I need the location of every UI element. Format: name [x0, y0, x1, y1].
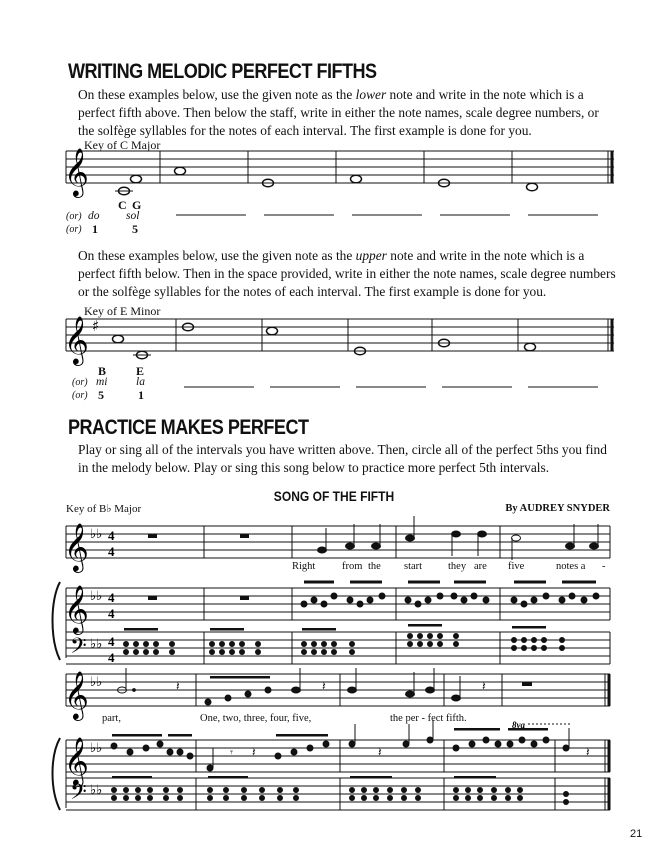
example-degree-1: 5 — [98, 388, 104, 402]
lyric: five — [508, 561, 525, 572]
lyric: the — [368, 561, 381, 572]
instructions-emphasis-lower: lower — [355, 87, 387, 102]
melody-notes-1 — [318, 516, 599, 560]
svg-text:𝄽: 𝄽 — [252, 745, 256, 759]
or-label: (or) — [66, 224, 82, 235]
time-sig-top: 4 — [108, 528, 115, 543]
note-exercise-3 — [351, 175, 362, 183]
instructions-text-b: note and write in the note which is a perfect fifth below. Then in the space provided, write in either the note names, scale degree numbers or the solfège syllables for the notes of each interval. The first example is done for you. — [78, 248, 616, 299]
composer-credit: By AUDREY SNYDER — [505, 503, 610, 514]
rests-rh-1 — [148, 596, 249, 600]
example-degree-2: 5 — [132, 222, 138, 236]
svg-text:𝄾: 𝄾 — [230, 747, 233, 759]
vocal-staff-1 — [66, 526, 610, 558]
lyric: start — [404, 561, 423, 572]
piano-brace — [53, 738, 61, 810]
note-g-answer — [131, 175, 142, 183]
flat-icon: ♭♭ — [90, 675, 103, 690]
or-label: (or) — [72, 390, 88, 401]
flat-icon: ♭♭ — [90, 589, 103, 604]
flat-icon: ♭♭ — [90, 741, 103, 756]
treble-clef-icon: 𝄞 — [64, 584, 89, 633]
page-number: 21 — [630, 828, 643, 840]
flat-icon: ♭♭ — [90, 637, 103, 652]
instructions-practice: Play or sing all of the intervals you have written above. Then, circle all of the perfect 5ths you find in the melody below. Play or sing this song below to practice more perfect 5th intervals. — [78, 442, 607, 475]
example-solfege-1: mi — [96, 376, 108, 388]
vocal-staff-2 — [66, 674, 610, 706]
treble-clef-icon: 𝄞 — [64, 736, 89, 785]
whole-notes-staff1 — [115, 167, 538, 195]
svg-text:𝄽: 𝄽 — [176, 679, 180, 693]
lyric: they — [448, 561, 467, 572]
treble-clef-icon: 𝄞 — [64, 522, 89, 571]
instructions-text-a: On these examples below, use the given note as the — [78, 248, 356, 263]
sharp-icon: ♯ — [92, 317, 100, 335]
note-exercise-5 — [527, 183, 538, 191]
ottava-mark: 8va — [512, 720, 525, 730]
svg-text:𝄽: 𝄽 — [586, 745, 590, 759]
time-sig-top: 4 — [108, 590, 115, 605]
svg-text:𝄽: 𝄽 — [378, 745, 382, 759]
flat-icon: ♭♭ — [90, 527, 103, 542]
example-note-name-1: C — [118, 198, 127, 212]
song-title-text: SONG OF THE FIFTH — [273, 488, 394, 504]
instructions-fifths-below — [78, 247, 618, 301]
rests-vocal-1 — [148, 534, 249, 538]
lyric: part, — [102, 713, 121, 724]
example-note-name-2: G — [132, 198, 142, 212]
section-title-writing-fifths: WRITING MELODIC PERFECT FIFTHS — [68, 60, 377, 83]
example-solfege-1: do — [88, 210, 100, 222]
example-degree-2: 1 — [138, 388, 144, 402]
or-label: (or) — [66, 211, 82, 222]
piano-lh-staff-2 — [66, 778, 610, 810]
key-label-c-major: Key of C Major — [84, 138, 161, 152]
example-solfege-2: sol — [126, 210, 140, 222]
lyric: Right — [292, 561, 316, 572]
instructions-emphasis-upper: upper — [355, 248, 387, 263]
lyric: One, two, three, four, five, — [200, 713, 312, 724]
instructions-text-a: On these examples below, use the given note as the — [78, 87, 356, 102]
lyric: from — [342, 561, 363, 572]
example-degree-1: 1 — [92, 222, 98, 236]
svg-text:𝄽: 𝄽 — [322, 679, 326, 693]
treble-clef-icon: 𝄞 — [64, 315, 89, 364]
lyric: are — [474, 561, 487, 572]
instructions-text-b: note and write in the note which is a perfect fifth above. Then below the staff, write in either the note names, scale degree numbers, or the solfège syllables for the notes of each interval. The first example is done for you. — [78, 87, 599, 138]
staff-c-major — [66, 151, 614, 183]
treble-clef-icon: 𝄞 — [64, 147, 89, 196]
flat-icon: ♭♭ — [90, 783, 103, 798]
lyric: - — [602, 561, 606, 572]
note-exercise-1 — [175, 167, 186, 175]
time-sig-bottom: 4 — [108, 650, 115, 665]
piano-brace — [53, 582, 61, 660]
example-note-name-2: E — [136, 364, 145, 378]
staff-e-minor — [66, 319, 614, 351]
example-note-name-1: B — [98, 364, 107, 378]
time-sig-bottom: 4 — [108, 606, 115, 621]
bass-clef-icon: 𝄢 — [70, 634, 87, 664]
section-title-practice: PRACTICE MAKES PERFECT — [68, 416, 309, 439]
note-b-given — [113, 335, 124, 343]
note-exercise-7 — [267, 327, 278, 335]
bass-clef-icon: 𝄢 — [70, 780, 87, 810]
example-solfege-2: la — [136, 376, 145, 388]
lyric: notes a — [556, 561, 586, 572]
rh-eighths-1 — [301, 582, 599, 607]
treble-clef-icon: 𝄞 — [64, 670, 89, 719]
svg-text:𝄽: 𝄽 — [482, 679, 486, 693]
or-label: (or) — [72, 377, 88, 388]
lyric: the per - fect fifth. — [390, 713, 467, 724]
key-label-bb-major: Key of B♭ Major — [66, 503, 142, 515]
time-sig-top: 4 — [108, 634, 115, 649]
note-exercise-10 — [525, 343, 536, 351]
time-sig-bottom: 4 — [108, 544, 115, 559]
piano-lh-staff-1 — [66, 632, 610, 664]
key-label-e-minor: Key of E Minor — [84, 304, 161, 318]
